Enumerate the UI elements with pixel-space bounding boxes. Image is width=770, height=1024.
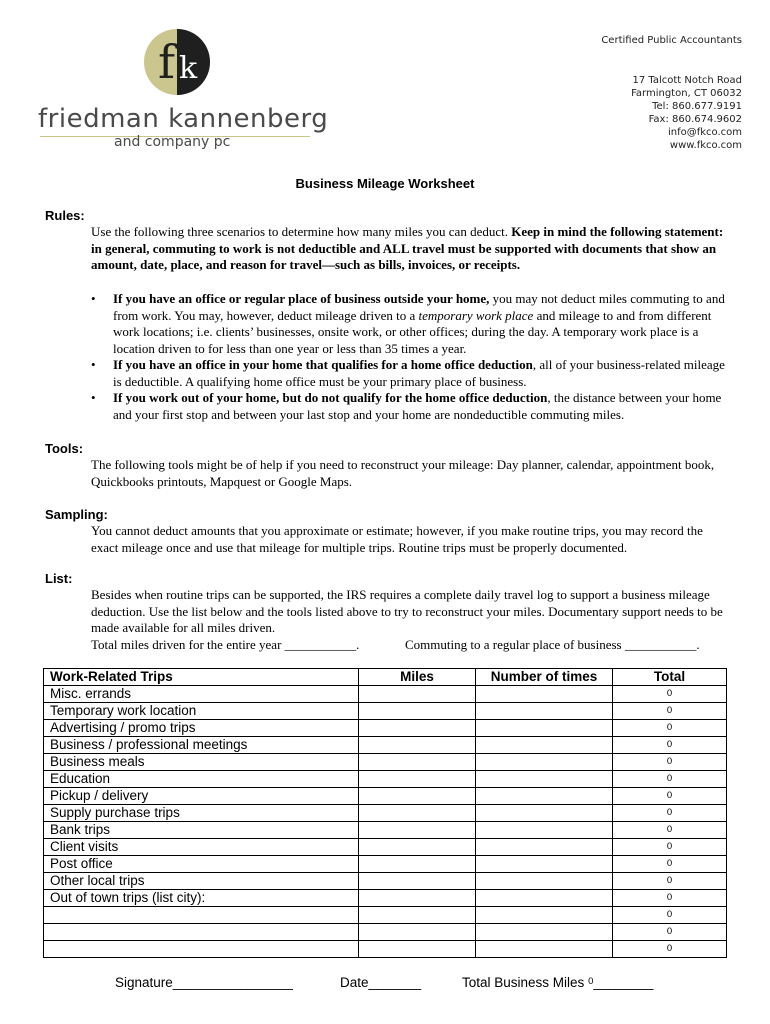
table-row bbox=[44, 839, 727, 856]
header-miles: Miles bbox=[359, 669, 476, 686]
rule-bullet-2 bbox=[91, 357, 731, 390]
total-cell: 0 bbox=[613, 771, 727, 788]
mileage-table bbox=[43, 668, 727, 958]
times-input-cell[interactable] bbox=[476, 873, 613, 890]
list-heading: List: bbox=[45, 571, 73, 586]
list-text: Besides when routine trips can be supported, the IRS requires a complete daily travel log to support a business mileage deduction. Use the list below and the tools listed above to try to reconstruct your miles. Documentary support needs to be made available for all miles driven. bbox=[91, 587, 723, 635]
table-row bbox=[44, 907, 727, 924]
miles-input-cell[interactable] bbox=[359, 941, 476, 958]
trip-name-cell: Other local trips bbox=[44, 873, 359, 890]
firm-tagline: Certified Public Accountants bbox=[601, 35, 742, 46]
table-row bbox=[44, 720, 727, 737]
miles-input-cell[interactable] bbox=[359, 890, 476, 907]
table-row bbox=[44, 737, 727, 754]
trip-name-cell: Bank trips bbox=[44, 822, 359, 839]
logo-subtitle: and company pc bbox=[114, 134, 231, 150]
trip-name-cell: Education bbox=[44, 771, 359, 788]
svg-text:f: f bbox=[158, 35, 176, 89]
fk-monogram-icon bbox=[143, 28, 211, 96]
firm-email-link[interactable]: info@fkco.com bbox=[667, 127, 742, 138]
table-row bbox=[44, 890, 727, 907]
total-miles-field[interactable]: Total miles driven for the entire year ___________. bbox=[91, 637, 360, 652]
trip-name-cell: Business / professional meetings bbox=[44, 737, 359, 754]
times-input-cell[interactable] bbox=[476, 754, 613, 771]
total-cell: 0 bbox=[613, 822, 727, 839]
miles-input-cell[interactable] bbox=[359, 686, 476, 703]
company-logo bbox=[18, 22, 338, 152]
miles-input-cell[interactable] bbox=[359, 856, 476, 873]
trip-name-cell: Advertising / promo trips bbox=[44, 720, 359, 737]
times-input-cell[interactable] bbox=[476, 890, 613, 907]
total-cell: 0 bbox=[613, 873, 727, 890]
times-input-cell[interactable] bbox=[476, 839, 613, 856]
firm-contact-block bbox=[601, 34, 742, 152]
table-row bbox=[44, 754, 727, 771]
table-row bbox=[44, 703, 727, 720]
firm-address-line2: Farmington, CT 06032 bbox=[631, 88, 742, 99]
miles-input-cell[interactable] bbox=[359, 822, 476, 839]
miles-input-cell[interactable] bbox=[359, 720, 476, 737]
total-cell: 0 bbox=[613, 788, 727, 805]
header-work-related-trips: Work-Related Trips bbox=[44, 669, 359, 686]
table-row bbox=[44, 686, 727, 703]
rule-bullet-1 bbox=[91, 291, 731, 357]
rule-bullet-3 bbox=[91, 390, 731, 423]
rules-intro-emphasis: Keep in mind the following statement: in general, commuting to work is not deductible and ALL travel must be supported with documents that show an amount, date, place, and reason for travel—such as bills, invoices, or receipts. bbox=[91, 224, 724, 272]
signature-field[interactable]: Signature________________ bbox=[115, 975, 293, 990]
mileage-table-body bbox=[44, 686, 727, 958]
rule-bullet-2-text: , all of your business-related mileage is deductible. A qualifying home office must be your primary place of business. bbox=[113, 357, 725, 389]
total-business-miles bbox=[462, 975, 653, 990]
logo-company-name: friedman kannenberg bbox=[38, 104, 329, 134]
rule-bullet-1-bold: If you have an office or regular place of business outside your home, bbox=[113, 291, 490, 306]
firm-website-link[interactable]: www.fkco.com bbox=[669, 140, 742, 151]
total-cell: 0 bbox=[613, 924, 727, 941]
times-input-cell[interactable] bbox=[476, 737, 613, 754]
table-row bbox=[44, 805, 727, 822]
times-input-cell[interactable] bbox=[476, 805, 613, 822]
firm-address-line1: 17 Talcott Notch Road bbox=[632, 75, 742, 86]
trip-name-cell: Pickup / delivery bbox=[44, 788, 359, 805]
miles-input-cell[interactable] bbox=[359, 839, 476, 856]
trip-name-cell bbox=[44, 941, 359, 958]
miles-input-cell[interactable] bbox=[359, 754, 476, 771]
total-business-miles-label: Total Business Miles bbox=[462, 975, 589, 990]
total-cell: 0 bbox=[613, 856, 727, 873]
trip-name-cell: Out of town trips (list city): bbox=[44, 890, 359, 907]
trip-name-cell: Supply purchase trips bbox=[44, 805, 359, 822]
rule-bullet-1-italic: temporary work place bbox=[418, 307, 534, 323]
commuting-miles-field[interactable]: Commuting to a regular place of business ___________. bbox=[405, 637, 700, 652]
table-header-row bbox=[44, 669, 727, 686]
times-input-cell[interactable] bbox=[476, 788, 613, 805]
miles-input-cell[interactable] bbox=[359, 788, 476, 805]
trip-name-cell: Client visits bbox=[44, 839, 359, 856]
miles-input-cell[interactable] bbox=[359, 924, 476, 941]
times-input-cell[interactable] bbox=[476, 720, 613, 737]
table-row bbox=[44, 924, 727, 941]
trip-name-cell bbox=[44, 924, 359, 941]
rule-bullet-3-text: , the distance between your home and your first stop and between your last stop and your home are nondeductible commuting miles. bbox=[113, 390, 722, 422]
table-row bbox=[44, 822, 727, 839]
trip-name-cell bbox=[44, 907, 359, 924]
total-cell: 0 bbox=[613, 907, 727, 924]
miles-input-cell[interactable] bbox=[359, 873, 476, 890]
total-business-miles-blank[interactable]: ________ bbox=[593, 975, 654, 990]
table-row bbox=[44, 941, 727, 958]
trip-name-cell: Business meals bbox=[44, 754, 359, 771]
sampling-heading: Sampling: bbox=[45, 507, 108, 522]
total-cell: 0 bbox=[613, 754, 727, 771]
total-cell: 0 bbox=[613, 686, 727, 703]
times-input-cell[interactable] bbox=[476, 686, 613, 703]
tools-heading: Tools: bbox=[45, 441, 84, 456]
miles-input-cell[interactable] bbox=[359, 771, 476, 788]
page-title: Business Mileage Worksheet bbox=[295, 176, 475, 191]
sampling-text: You cannot deduct amounts that you approximate or estimate; however, if you make routine trips, you may record the exact mileage once and use that mileage for multiple trips. Routine trips must be properly documented. bbox=[91, 523, 703, 555]
total-cell: 0 bbox=[613, 720, 727, 737]
rules-intro-text: Use the following three scenarios to determine how many miles you can deduct. bbox=[91, 224, 512, 239]
total-cell: 0 bbox=[613, 703, 727, 720]
firm-fax: Fax: 860.674.9602 bbox=[648, 114, 742, 125]
rule-bullet-2-bold: If you have an office in your home that qualifies for a home office deduction bbox=[113, 357, 533, 372]
total-cell: 0 bbox=[613, 737, 727, 754]
rule-bullet-1-text: you may not deduct miles commuting to and from work. You may, however, deduct mileage driven to a bbox=[113, 291, 725, 323]
trip-name-cell: Misc. errands bbox=[44, 686, 359, 703]
rule-bullet-1-text-end: and mileage to and from different work locations; i.e. clients’ businesses, onsite work, or other offices; during the day. A temporary work place is a location driven to for less than one year or less than 35 times a year. bbox=[113, 307, 712, 356]
table-row bbox=[44, 856, 727, 873]
miles-input-cell[interactable] bbox=[359, 805, 476, 822]
rules-heading: Rules: bbox=[45, 208, 85, 223]
total-cell: 0 bbox=[613, 941, 727, 958]
header-total: Total bbox=[613, 669, 727, 686]
times-input-cell[interactable] bbox=[476, 822, 613, 839]
table-row bbox=[44, 788, 727, 805]
miles-input-cell[interactable] bbox=[359, 737, 476, 754]
header-number-of-times: Number of times bbox=[476, 669, 613, 686]
total-cell: 0 bbox=[613, 805, 727, 822]
times-input-cell[interactable] bbox=[476, 771, 613, 788]
total-cell: 0 bbox=[613, 890, 727, 907]
tools-text: The following tools might be of help if you need to reconstruct your mileage: Day planner, calendar, appointment book, Quickbooks printouts, Mapquest or Google Maps. bbox=[91, 457, 715, 489]
miles-input-cell[interactable] bbox=[359, 907, 476, 924]
rules-intro bbox=[91, 224, 731, 274]
trip-name-cell: Post office bbox=[44, 856, 359, 873]
times-input-cell[interactable] bbox=[476, 907, 613, 924]
miles-input-cell[interactable] bbox=[359, 703, 476, 720]
table-row bbox=[44, 873, 727, 890]
times-input-cell[interactable] bbox=[476, 703, 613, 720]
date-field[interactable]: Date_______ bbox=[340, 975, 422, 990]
firm-phone: Tel: 860.677.9191 bbox=[652, 101, 742, 112]
times-input-cell[interactable] bbox=[476, 924, 613, 941]
times-input-cell[interactable] bbox=[476, 856, 613, 873]
total-business-miles-value: 0 bbox=[588, 976, 594, 987]
rule-bullet-3-bold: If you work out of your home, but do not qualify for the home office deduction bbox=[113, 390, 548, 405]
table-row bbox=[44, 771, 727, 788]
times-input-cell[interactable] bbox=[476, 941, 613, 958]
trip-name-cell: Temporary work location bbox=[44, 703, 359, 720]
svg-text:k: k bbox=[179, 51, 198, 86]
total-cell: 0 bbox=[613, 839, 727, 856]
rules-bullet-list bbox=[91, 291, 731, 423]
